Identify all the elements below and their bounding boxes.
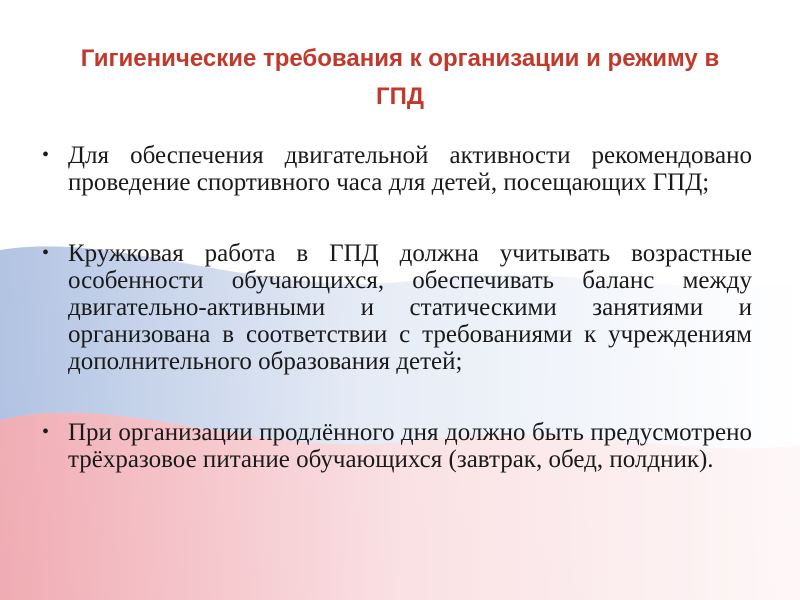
bullet-icon: •: [42, 421, 50, 443]
bullet-item: [40, 142, 752, 196]
bullet-icon: •: [42, 242, 50, 264]
bullet-text: При организации продлённого дня должно быть предусмотрено трёхразовое питание обучающихся (завтрак, обед, полдник).: [68, 419, 752, 473]
bullet-item: [40, 419, 752, 473]
slide-content: [40, 142, 752, 473]
bullet-text: Кружковая работа в ГПД должна учитывать возрастные особенности обучающихся, обеспечивать баланс между двигательно-активными и статическими занятиями и организована в соответствии с требованиями к учреждениям дополнительного образования детей;: [68, 240, 752, 375]
bullet-list: [40, 142, 752, 473]
bullet-icon: •: [42, 144, 50, 166]
bullet-text: Для обеспечения двигательной активности рекомендовано проведение спортивного часа для детей, посещающих ГПД;: [68, 142, 752, 196]
slide-title: Гигиенические требования к организации и режиму в ГПД: [80, 45, 720, 110]
bullet-item: [40, 240, 752, 375]
